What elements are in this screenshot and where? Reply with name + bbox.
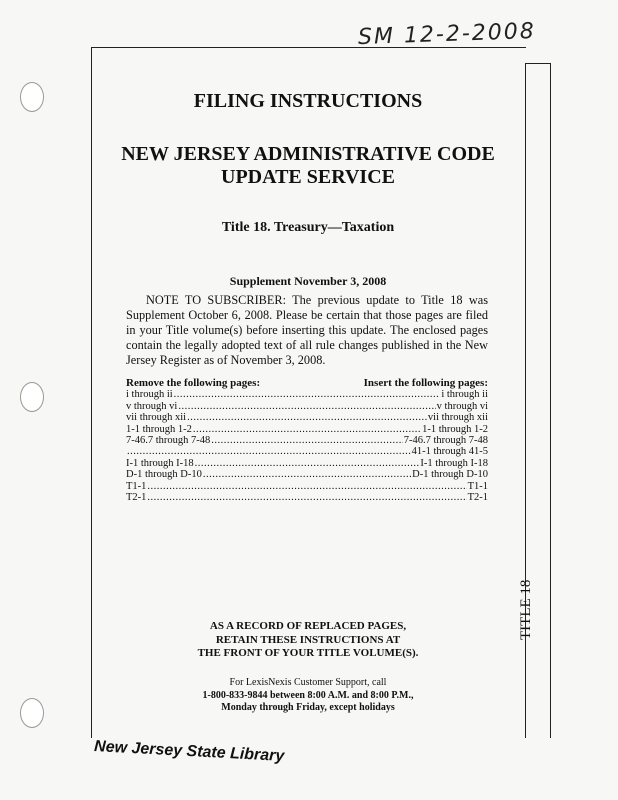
table-row: [126, 446, 488, 457]
insert-pages: v through vi: [436, 400, 488, 412]
dot-leader: [187, 412, 427, 423]
insert-pages: 7-46.7 through 7-48: [403, 435, 488, 447]
remove-pages: i through ii: [126, 389, 173, 401]
dot-leader: [147, 492, 466, 503]
insert-pages: vii through xii: [427, 412, 488, 424]
table-row: [126, 435, 488, 446]
binder-hole-top: [20, 82, 44, 112]
remove-pages: vii through xii: [126, 412, 187, 424]
table-row: [126, 458, 488, 469]
insert-pages: 1-1 through 1-2: [422, 423, 488, 435]
table-row: [126, 469, 488, 480]
record-line-2: RETAIN THESE INSTRUCTIONS AT: [215, 633, 401, 646]
insert-pages: T2-1: [467, 492, 488, 504]
table-row: [126, 401, 488, 412]
table-row: [126, 424, 488, 435]
insert-pages: T1-1: [467, 480, 488, 492]
table-header: [126, 378, 488, 389]
record-line-1: AS A RECORD OF REPLACED PAGES,: [209, 620, 407, 632]
insert-header: Insert the following pages:: [363, 377, 488, 389]
insert-pages: D-1 through D-10: [412, 469, 488, 481]
remove-pages: T2-1: [126, 492, 147, 504]
dot-leader: [195, 458, 420, 469]
tab-label: TITLE 18: [518, 579, 534, 640]
table-row: [126, 492, 488, 503]
binder-hole-bottom: [20, 698, 44, 728]
page-replacement-table: [126, 378, 488, 503]
dot-leader: [174, 389, 441, 400]
table-row: [126, 389, 488, 400]
insert-pages: I-1 through I-18: [420, 457, 488, 469]
dot-leader: [147, 481, 466, 492]
title-section: Title 18. Treasury—Taxation: [221, 220, 395, 235]
remove-pages: 7-46.7 through 7-48: [126, 435, 211, 447]
remove-pages: T1-1: [126, 480, 147, 492]
subscriber-note: [126, 293, 488, 368]
handwritten-note: SM 12-2-2008: [357, 18, 537, 51]
remove-pages: I-1 through I-18: [126, 457, 194, 469]
record-line-3: THE FRONT OF YOUR TITLE VOLUME(S).: [197, 647, 419, 659]
dot-leader: [211, 435, 402, 446]
table-row: [126, 481, 488, 492]
remove-pages: D-1 through D-10: [126, 469, 202, 481]
dot-leader: [203, 469, 411, 480]
binder-hole-middle: [20, 382, 44, 412]
support-line-3: Monday through Friday, except holidays: [221, 702, 395, 713]
supplement-date: Supplement November 3, 2008: [229, 274, 387, 288]
dot-leader: [193, 424, 421, 435]
page-subtitle: [91, 143, 525, 189]
dot-leader: [178, 401, 435, 412]
support-line-1: For LexisNexis Customer Support, call: [229, 677, 387, 688]
remove-pages: 1-1 through 1-2: [126, 423, 192, 435]
customer-support: [91, 677, 525, 715]
remove-header: Remove the following pages:: [126, 377, 261, 389]
insert-pages: 41-1 through 41-5: [411, 446, 488, 458]
dot-leader: [127, 446, 411, 457]
subtitle-line-1: NEW JERSEY ADMINISTRATIVE CODE: [121, 143, 495, 165]
subtitle-line-2: UPDATE SERVICE: [221, 166, 395, 188]
record-notice: [91, 620, 525, 661]
library-stamp: New Jersey State Library: [93, 738, 285, 765]
page-title: FILING INSTRUCTIONS: [193, 90, 423, 112]
table-row: [126, 412, 488, 423]
insert-pages: i through ii: [441, 389, 488, 401]
subscriber-note-text: NOTE TO SUBSCRIBER: The previous update to Title 18 was Supplement October 6, 2008. Please be certain that those pages are filed in your Title volume(s) before inserting this update. The enclosed pages contain the legally adopted text of all rule changes published in the New Jersey Register as of November 3, 2008.: [126, 293, 488, 367]
support-line-2: 1-800-833-9844 between 8:00 A.M. and 8:00 P.M.,: [202, 689, 414, 701]
remove-pages: v through vi: [126, 400, 178, 412]
